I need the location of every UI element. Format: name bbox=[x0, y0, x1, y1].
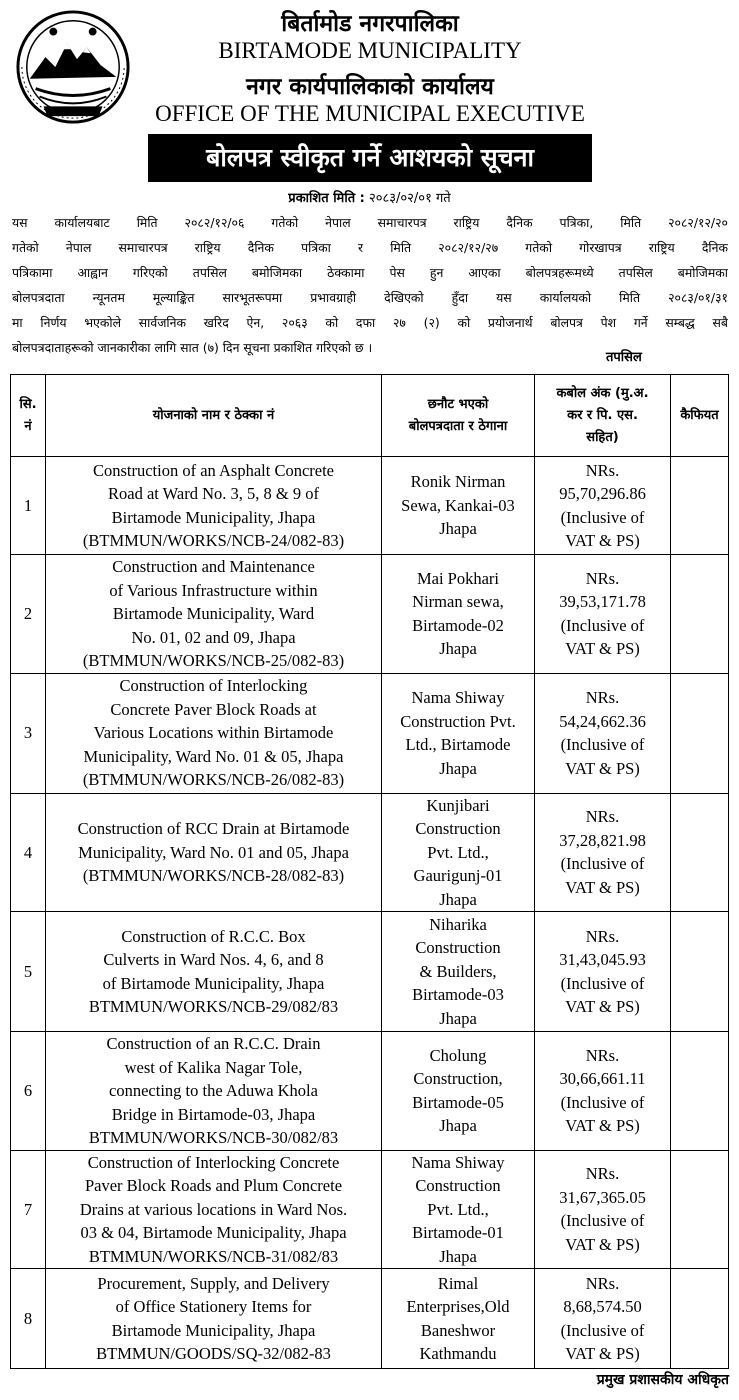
row-sn: 5 bbox=[11, 912, 46, 1032]
row-bidder bbox=[382, 555, 535, 674]
cell-line: & Builders, bbox=[419, 961, 497, 981]
table-row bbox=[11, 457, 729, 555]
row-sn: 1 bbox=[11, 457, 46, 555]
cell-line: NRs. bbox=[585, 460, 620, 480]
cell-line: Nama Shiway bbox=[411, 688, 505, 707]
cell-line: VAT & PS) bbox=[565, 1116, 640, 1136]
notice-body-line: बोलपत्रदाता न्यूनतम मूल्याङ्कित सारभूतरूपमा प्रभावग्राही देखिएको हुँदा यस कार्यालयको मिति २०८३/०१/३१ bbox=[12, 290, 728, 305]
cell-line: (BTMMUN/WORKS/NCB-25/082-83) bbox=[82, 651, 345, 670]
cell-line: Pvt. Ltd., bbox=[427, 842, 489, 862]
cell-line: NRs. bbox=[585, 688, 620, 707]
cell-line: Nama Shiway bbox=[411, 1152, 505, 1172]
notice-body-line: पत्रिकामा आह्वान गरिएको तपसिल बमोजिमका ठेक्कामा पेस हुन आएका बोलपत्रहरूमध्ये तपसिल बमोजिमका bbox=[12, 265, 728, 280]
cell-line: (BTMMUN/WORKS/NCB-28/082-83) bbox=[82, 866, 345, 885]
cell-line: VAT & PS) bbox=[565, 1234, 640, 1254]
cell-line: (Inclusive of bbox=[560, 1092, 645, 1112]
nepal-emblem-icon bbox=[14, 8, 132, 126]
cell-line: नं bbox=[24, 418, 32, 434]
cell-line: BTMMUN/WORKS/NCB-31/082/83 bbox=[88, 1246, 339, 1266]
cell-line: Ltd., Birtamode bbox=[405, 735, 511, 754]
cell-line: Culverts in Ward Nos. 4, 6, and 8 bbox=[103, 950, 324, 969]
row-sn: 3 bbox=[11, 673, 46, 793]
notice-title-banner: बोलपत्र स्वीकृत गर्ने आशयको सूचना bbox=[148, 134, 592, 182]
bid-table-body bbox=[11, 457, 729, 1369]
signature-title: प्रमुख प्रशासकीय अधिकृत bbox=[596, 1372, 729, 1388]
cell-line: NRs. bbox=[585, 926, 620, 946]
row-project bbox=[46, 1032, 382, 1151]
row-project bbox=[46, 1150, 382, 1269]
cell-line: बोलपत्रदाता र ठेगाना bbox=[408, 418, 508, 434]
row-remarks bbox=[671, 457, 729, 555]
cell-line: VAT & PS) bbox=[565, 877, 640, 897]
cell-line: (Inclusive of bbox=[560, 1211, 645, 1231]
cell-line: Gaurigunj-01 bbox=[413, 866, 503, 885]
cell-line: of Birtamode Municipality, Jhapa bbox=[102, 973, 325, 993]
row-amount bbox=[535, 1150, 671, 1269]
row-bidder bbox=[382, 673, 535, 793]
cell-line: Jhapa bbox=[439, 639, 477, 659]
row-sn: 6 bbox=[11, 1032, 46, 1151]
header-bidder bbox=[382, 375, 535, 457]
row-project bbox=[46, 673, 382, 793]
municipality-name-nepali: बिर्तामोड नगरपालिका bbox=[281, 11, 459, 37]
cell-line: BTMMUN/WORKS/NCB-29/082/83 bbox=[88, 997, 339, 1016]
row-remarks bbox=[671, 555, 729, 674]
cell-line: 37,28,821.98 bbox=[559, 830, 646, 850]
cell-line: Construction and Maintenance bbox=[112, 557, 315, 576]
cell-line: Birtamode-02 bbox=[412, 615, 504, 635]
header-sn bbox=[11, 375, 46, 457]
notice-body-line: मा निर्णय भएकोले सार्वजनिक खरिद ऐन, २०६३ को दफा २७ (२) को प्रयोजनार्थ बोलपत्र पेश गर्ने सम्बद्ध सबै bbox=[12, 315, 728, 330]
cell-line: Construction Pvt. bbox=[400, 711, 516, 731]
published-date bbox=[0, 188, 739, 206]
cell-line: कर र पि. एस. bbox=[567, 407, 638, 423]
cell-line: VAT & PS) bbox=[565, 997, 640, 1016]
cell-line: Various Locations within Birtamode bbox=[93, 723, 334, 743]
cell-line: Jhapa bbox=[439, 519, 477, 539]
row-sn: 8 bbox=[11, 1269, 46, 1369]
row-sn: 4 bbox=[11, 793, 46, 912]
cell-line: 39,53,171.78 bbox=[559, 592, 646, 612]
table-row bbox=[11, 673, 729, 793]
row-bidder bbox=[382, 457, 535, 555]
cell-line: Birtamode Municipality, Jhapa bbox=[111, 1320, 316, 1340]
cell-line: (BTMMUN/WORKS/NCB-24/082-83) bbox=[82, 531, 345, 550]
office-name-english: OFFICE OF THE MUNICIPAL EXECUTIVE bbox=[155, 101, 585, 126]
row-sn: 2 bbox=[11, 555, 46, 674]
row-remarks bbox=[671, 793, 729, 912]
cell-line: Birtamode Municipality, Ward bbox=[112, 604, 315, 623]
cell-line: Construction, bbox=[413, 1069, 503, 1089]
cell-line: Pvt. Ltd., bbox=[427, 1199, 489, 1219]
cell-line: Bridge in Birtamode-03, Jhapa bbox=[111, 1104, 316, 1124]
cell-line: Jhapa bbox=[439, 1116, 477, 1136]
cell-line: Kathmandu bbox=[419, 1344, 497, 1363]
cell-line: Construction of R.C.C. Box bbox=[121, 926, 306, 946]
cell-line: Procurement, Supply, and Delivery bbox=[97, 1273, 330, 1293]
table-row bbox=[11, 1150, 729, 1269]
table-row bbox=[11, 912, 729, 1032]
cell-line: 95,70,296.86 bbox=[559, 484, 646, 503]
cell-line: योजनाको नाम र ठेक्का नं bbox=[152, 407, 275, 423]
published-date-label: प्रकाशित मिति : bbox=[288, 191, 365, 206]
cell-line: छनौट भएको bbox=[427, 396, 489, 412]
cell-line: 03 & 04, Birtamode Municipality, Jhapa bbox=[80, 1223, 347, 1242]
cell-line: Construction of an Asphalt Concrete bbox=[92, 460, 335, 480]
cell-line: (BTMMUN/WORKS/NCB-26/082-83) bbox=[82, 770, 345, 790]
row-amount bbox=[535, 673, 671, 793]
cell-line: Drains at various locations in Ward Nos. bbox=[79, 1199, 348, 1219]
notice-body-line: यस कार्यालयबाट मिति २०८२/१२/०६ गतेको नेपाल समाचारपत्र राष्ट्रिय दैनिक पत्रिका, मिति २०८२/१२/२० bbox=[12, 215, 728, 230]
cell-line: (Inclusive of bbox=[560, 973, 645, 993]
row-bidder bbox=[382, 1269, 535, 1369]
cell-line: Jhapa bbox=[439, 1246, 477, 1266]
row-amount bbox=[535, 1269, 671, 1369]
cell-line: BTMMUN/GOODS/SQ-32/082-83 bbox=[96, 1344, 331, 1363]
cell-line: 31,43,045.93 bbox=[559, 950, 646, 969]
cell-line: VAT & PS) bbox=[565, 758, 640, 778]
row-amount bbox=[535, 555, 671, 674]
cell-line: Construction bbox=[415, 1176, 501, 1195]
cell-line: Sewa, Kankai-03 bbox=[401, 495, 515, 515]
cell-line: Concrete Paver Block Roads at bbox=[110, 699, 317, 719]
cell-line: 8,68,574.50 bbox=[563, 1297, 642, 1316]
header-remarks bbox=[671, 375, 729, 457]
row-remarks bbox=[671, 912, 729, 1032]
notice-body bbox=[12, 210, 728, 360]
cell-line: Birtamode-03 bbox=[412, 985, 504, 1005]
municipality-name-english: BIRTAMODE MUNICIPALITY bbox=[218, 38, 522, 63]
cell-line: Nirman sewa, bbox=[412, 592, 504, 612]
cell-line: NRs. bbox=[585, 1045, 620, 1065]
cell-line: Construction of RCC Drain at Birtamode bbox=[77, 819, 350, 838]
cell-line: Municipality, Ward No. 01 & 05, Jhapa bbox=[83, 746, 344, 766]
notice-body-line: बोलपत्रदाताहरूको जानकारीका लागि सात (७) दिन सूचना प्रकाशित गरिएको छ । bbox=[12, 340, 373, 355]
cell-line: Construction bbox=[415, 819, 501, 838]
cell-line: सहित) bbox=[586, 429, 619, 445]
cell-line: Jhapa bbox=[439, 1008, 477, 1028]
cell-line: कैफियत bbox=[680, 407, 719, 423]
cell-line: NRs. bbox=[585, 1164, 620, 1184]
cell-line: सि. bbox=[19, 396, 37, 412]
cell-line: (Inclusive of bbox=[560, 1320, 645, 1340]
table-row bbox=[11, 1269, 729, 1369]
row-remarks bbox=[671, 673, 729, 793]
cell-line: Construction of Interlocking bbox=[119, 676, 308, 696]
row-project bbox=[46, 555, 382, 674]
cell-line: of Office Stationery Items for bbox=[115, 1297, 312, 1316]
row-amount bbox=[535, 793, 671, 912]
row-amount bbox=[535, 1032, 671, 1151]
letterhead bbox=[0, 0, 739, 185]
row-sn: 7 bbox=[11, 1150, 46, 1269]
header-project bbox=[46, 375, 382, 457]
cell-line: 31,67,365.05 bbox=[559, 1187, 646, 1207]
row-project bbox=[46, 793, 382, 912]
office-name-nepali: नगर कार्यपालिकाको कार्यालय bbox=[246, 74, 494, 100]
published-date-value: २०८३/०२/०१ गते bbox=[368, 191, 451, 206]
row-remarks bbox=[671, 1150, 729, 1269]
cell-line: Jhapa bbox=[439, 758, 477, 778]
notice-body-line: गतेको नेपाल समाचारपत्र राष्ट्रिय दैनिक पत्रिका र मिति २०८२/१२/२७ गतेको गोरखापत्र राष्ट्रिय दैनिक bbox=[12, 240, 728, 255]
cell-line: NRs. bbox=[585, 807, 620, 827]
cell-line: Birtamode Municipality, Jhapa bbox=[111, 507, 316, 527]
cell-line: (Inclusive of bbox=[560, 854, 645, 874]
cell-line: connecting to the Aduwa Khola bbox=[109, 1081, 318, 1100]
cell-line: VAT & PS) bbox=[565, 531, 640, 550]
cell-line: Rimal bbox=[437, 1273, 479, 1293]
bid-table bbox=[10, 374, 729, 1369]
cell-line: NRs. bbox=[585, 1273, 620, 1293]
row-project bbox=[46, 457, 382, 555]
cell-line: Construction of an R.C.C. Drain bbox=[106, 1034, 321, 1053]
row-amount bbox=[535, 912, 671, 1032]
cell-line: (Inclusive of bbox=[560, 507, 645, 527]
cell-line: No. 01, 02 and 09, Jhapa bbox=[131, 627, 296, 647]
cell-line: VAT & PS) bbox=[565, 1344, 640, 1363]
cell-line: Construction of Interlocking Concrete bbox=[87, 1152, 340, 1172]
table-row bbox=[11, 1032, 729, 1151]
cell-line: Ronik Nirman bbox=[410, 472, 506, 492]
cell-line: Jhapa bbox=[439, 889, 477, 909]
cell-line: 30,66,661.11 bbox=[559, 1069, 646, 1089]
table-row bbox=[11, 555, 729, 674]
row-project bbox=[46, 912, 382, 1032]
cell-line: Kunjibari bbox=[426, 795, 490, 815]
row-remarks bbox=[671, 1032, 729, 1151]
cell-line: Construction bbox=[415, 938, 501, 958]
cell-line: Enterprises,Old bbox=[406, 1297, 510, 1316]
cell-line: Road at Ward No. 3, 5, 8 & 9 of bbox=[107, 484, 319, 503]
cell-line: 54,24,662.36 bbox=[559, 711, 646, 731]
row-amount bbox=[535, 457, 671, 555]
cell-line: Cholung bbox=[429, 1045, 487, 1065]
cell-line: Paver Block Roads and Plum Concrete bbox=[84, 1176, 343, 1195]
cell-line: (Inclusive of bbox=[560, 735, 645, 754]
cell-line: Baneshwor bbox=[420, 1320, 496, 1340]
schedule-label: तपसिल bbox=[606, 350, 642, 365]
cell-line: west of Kalika Nagar Tole, bbox=[124, 1057, 303, 1077]
cell-line: Birtamode-01 bbox=[412, 1223, 504, 1242]
cell-line: Municipality, Ward No. 01 and 05, Jhapa bbox=[78, 842, 349, 862]
table-header-row bbox=[11, 375, 729, 457]
row-remarks bbox=[671, 1269, 729, 1369]
cell-line: Birtamode-05 bbox=[412, 1092, 504, 1112]
cell-line: (Inclusive of bbox=[560, 615, 645, 635]
row-bidder bbox=[382, 1150, 535, 1269]
cell-line: Mai Pokhari bbox=[416, 568, 500, 588]
row-bidder bbox=[382, 912, 535, 1032]
row-bidder bbox=[382, 1032, 535, 1151]
cell-line: BTMMUN/WORKS/NCB-30/082/83 bbox=[88, 1128, 339, 1147]
row-bidder bbox=[382, 793, 535, 912]
cell-line: NRs. bbox=[585, 568, 620, 588]
cell-line: कबोल अंक (मु.अ. bbox=[556, 385, 649, 401]
cell-line: VAT & PS) bbox=[565, 639, 640, 659]
cell-line: Niharika bbox=[429, 914, 487, 934]
header-amount bbox=[535, 375, 671, 457]
row-project bbox=[46, 1269, 382, 1369]
cell-line: of Various Infrastructure within bbox=[109, 580, 318, 600]
table-row bbox=[11, 793, 729, 912]
